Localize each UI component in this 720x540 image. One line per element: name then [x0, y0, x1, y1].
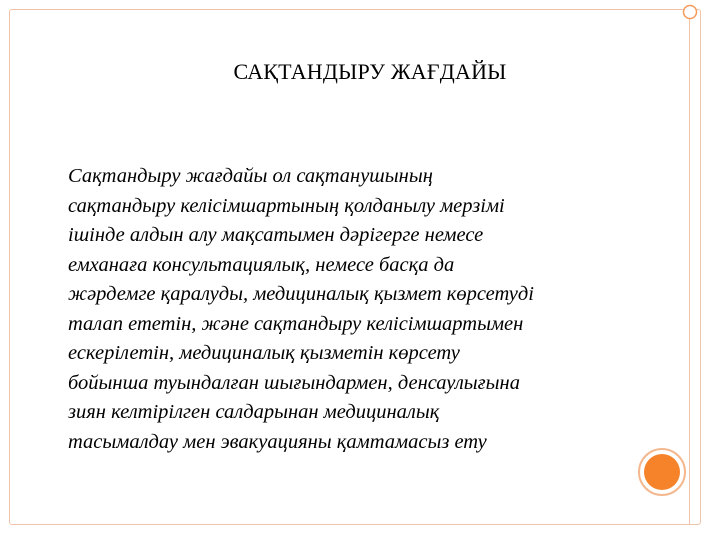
body-line: жәрдемге қаралуды, медициналық қызмет көрсетуді — [68, 283, 534, 305]
body-line: сақтандыру келісімшартының қолданылу мерзімі — [68, 194, 505, 217]
slide-body-text — [68, 162, 648, 457]
body-line: бойынша туындалған шығындармен, денсаулығына — [68, 371, 520, 394]
body-line: Сақтандыру жағдайы ол сақтанушының — [68, 165, 433, 187]
slide-side-line — [689, 9, 690, 525]
body-line: тасымалдау мен эвакуацияны қамтамасыз ету — [68, 430, 487, 453]
body-line: зиян келтірілген салдарынан медициналық — [68, 401, 440, 423]
body-line: ішінде алдын алу мақсатымен дәрігерге немесе — [68, 224, 484, 246]
body-line: емханаға консультациялық, немесе басқа да — [68, 253, 455, 276]
body-line: талап ететін, және сақтандыру келісімшартымен — [68, 312, 524, 335]
body-line: ескерілетін, медициналық қызметін көрсету — [68, 342, 460, 364]
slide-title: САҚТАНДЫРУ ЖАҒДАЙЫ — [233, 59, 507, 84]
